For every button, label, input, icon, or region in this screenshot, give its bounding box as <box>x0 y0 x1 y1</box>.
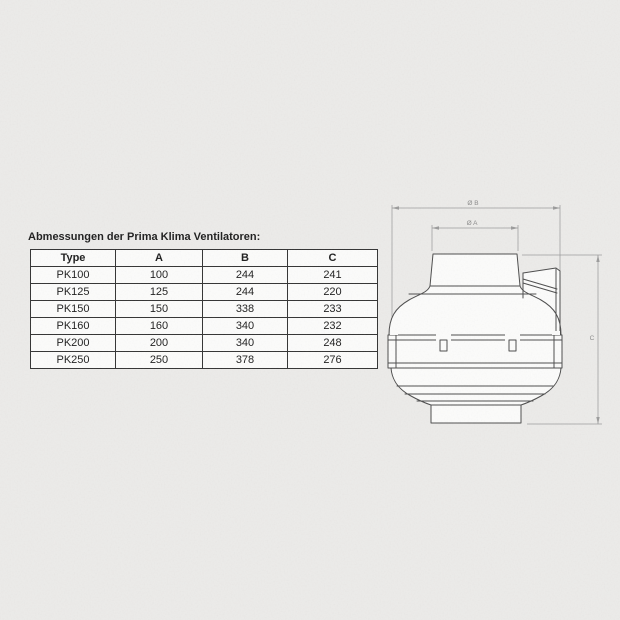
band-clip <box>436 331 451 352</box>
dimension-label-c: C <box>589 335 595 342</box>
cell-type: PK160 <box>31 318 116 335</box>
cell-b: 340 <box>203 318 288 335</box>
table-row <box>31 301 378 318</box>
cell-type: PK250 <box>31 352 116 369</box>
junction-box-fill <box>523 268 560 336</box>
band-clip <box>505 331 520 352</box>
cell-type: PK150 <box>31 301 116 318</box>
cell-b: 378 <box>203 352 288 369</box>
column-header-c: C <box>288 250 378 267</box>
cell-a: 125 <box>116 284 203 301</box>
clamp-band <box>388 331 562 368</box>
cell-a: 200 <box>116 335 203 352</box>
cell-c: 220 <box>288 284 378 301</box>
table-row <box>31 284 378 301</box>
table-row <box>31 335 378 352</box>
table-row <box>31 352 378 369</box>
cell-b: 340 <box>203 335 288 352</box>
cell-a: 160 <box>116 318 203 335</box>
cell-c: 276 <box>288 352 378 369</box>
column-header-a: A <box>116 250 203 267</box>
cell-a: 150 <box>116 301 203 318</box>
cell-a: 100 <box>116 267 203 284</box>
column-header-type: Type <box>31 250 116 267</box>
column-header-b: B <box>203 250 288 267</box>
cell-c: 248 <box>288 335 378 352</box>
fan-technical-drawing <box>378 188 620 436</box>
dimension-label-b: Ø B <box>467 200 479 207</box>
dimensions-table <box>30 249 378 369</box>
table-row <box>31 267 378 284</box>
cell-c: 233 <box>288 301 378 318</box>
band-end-tab <box>552 331 560 335</box>
dimension-diameter-a <box>432 220 518 251</box>
cell-c: 232 <box>288 318 378 335</box>
cell-type: PK125 <box>31 284 116 301</box>
cell-b: 244 <box>203 267 288 284</box>
cell-type: PK200 <box>31 335 116 352</box>
band-end-tab <box>390 331 398 335</box>
cell-b: 244 <box>203 284 288 301</box>
page-title: Abmessungen der Prima Klima Ventilatoren: <box>28 231 261 243</box>
cell-b: 338 <box>203 301 288 318</box>
table-header-row <box>31 250 378 267</box>
dimension-label-a: Ø A <box>466 220 478 227</box>
table-row <box>31 318 378 335</box>
cell-a: 250 <box>116 352 203 369</box>
cell-c: 241 <box>288 267 378 284</box>
cell-type: PK100 <box>31 267 116 284</box>
